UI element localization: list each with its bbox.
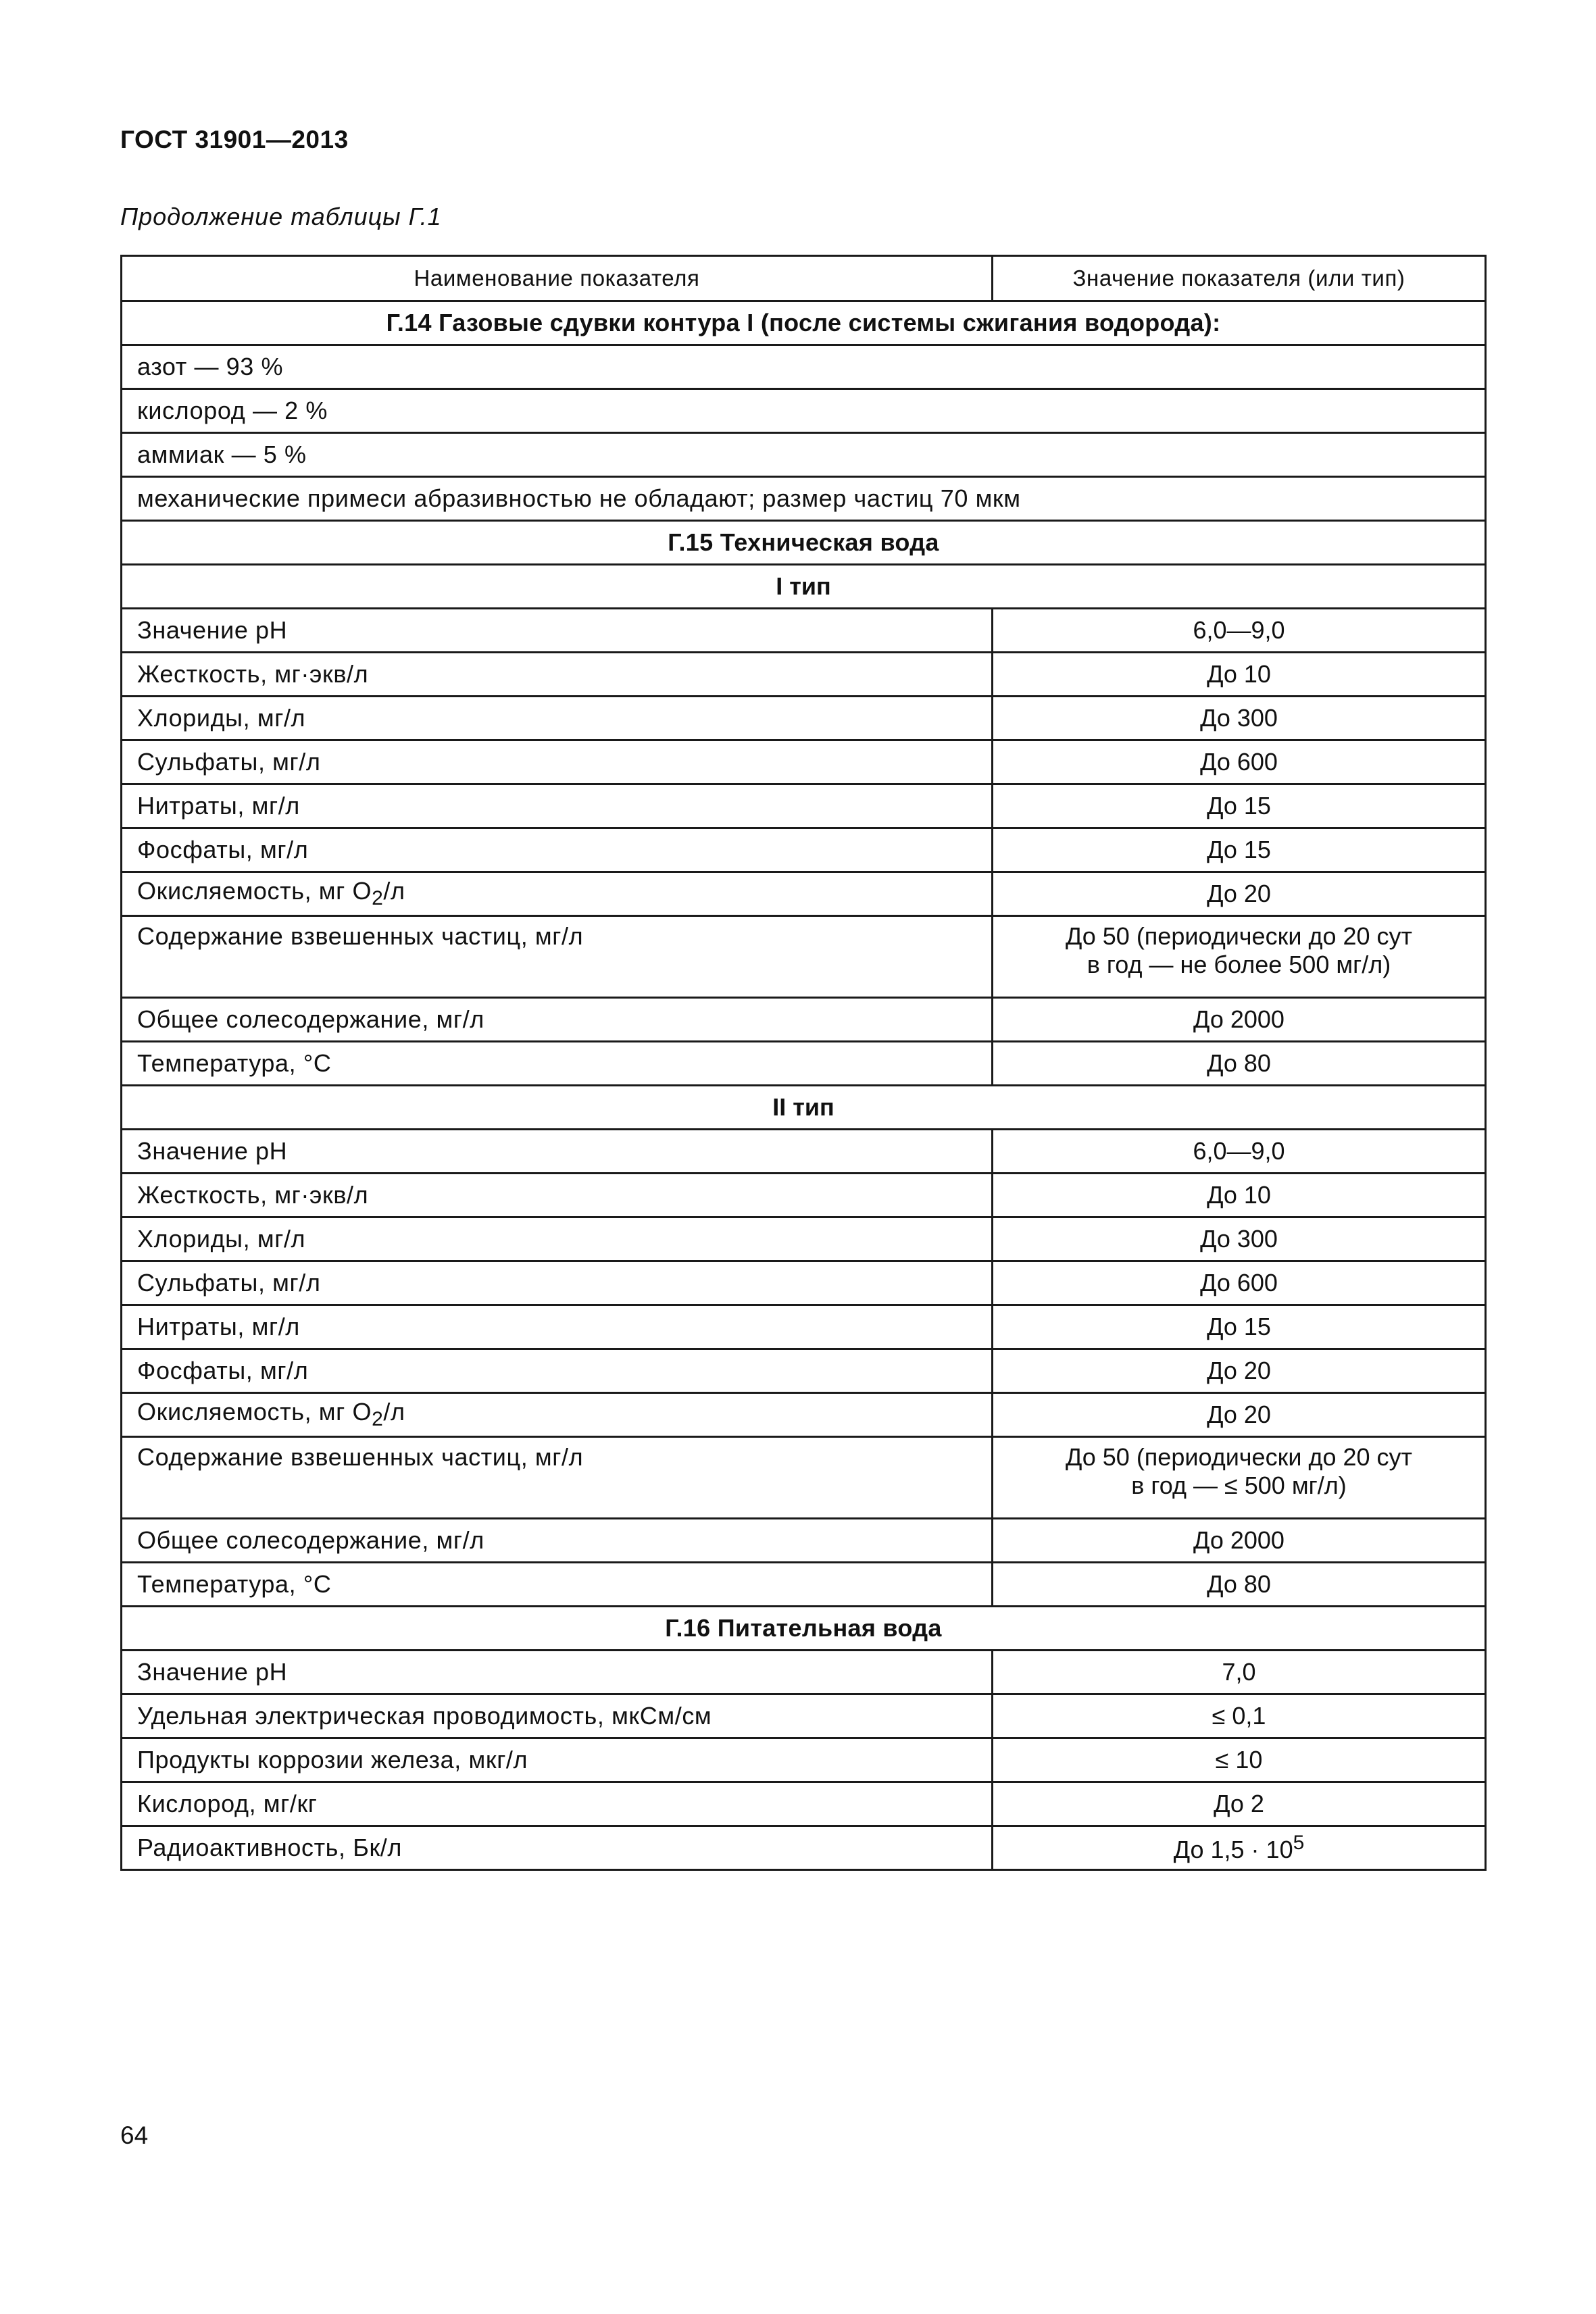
param-name: Жесткость, мг·экв/л xyxy=(122,653,993,697)
param-name: Жесткость, мг·экв/л xyxy=(122,1174,993,1217)
subsection-title-type2: II тип xyxy=(122,1086,1486,1130)
gas-component-nitrogen: азот — 93 % xyxy=(122,345,1486,389)
param-value: До 80 xyxy=(993,1563,1486,1607)
param-value: До 20 xyxy=(993,1349,1486,1393)
table-row xyxy=(122,1261,1486,1305)
table-row xyxy=(122,1217,1486,1261)
param-value-line2: в год — ≤ 500 мг/л) xyxy=(1131,1472,1347,1499)
param-name: Содержание взвешенных частиц, мг/л xyxy=(122,916,993,998)
table-row xyxy=(122,609,1486,653)
section-row-g14 xyxy=(122,301,1486,345)
param-value: До 80 xyxy=(993,1042,1486,1086)
table-row xyxy=(122,1519,1486,1563)
table-row xyxy=(122,1349,1486,1393)
table-row xyxy=(122,653,1486,697)
param-name: Сульфаты, мг/л xyxy=(122,1261,993,1305)
param-name-text: Окисляемость, мг O xyxy=(137,877,372,905)
param-value: ≤ 0,1 xyxy=(993,1694,1486,1738)
param-name: Фосфаты, мг/л xyxy=(122,1349,993,1393)
param-value-line1: До 50 (периодически до 20 сут xyxy=(1065,1443,1413,1471)
section-row-g15 xyxy=(122,521,1486,565)
param-value: До 2000 xyxy=(993,1519,1486,1563)
param-name: Продукты коррозии железа, мкг/л xyxy=(122,1738,993,1782)
param-value: До 2000 xyxy=(993,998,1486,1042)
subsection-title-type1: I тип xyxy=(122,565,1486,609)
param-name-tail: /л xyxy=(383,1398,405,1426)
param-value: До 20 xyxy=(993,1393,1486,1437)
param-value: 6,0—9,0 xyxy=(993,1130,1486,1174)
param-value: До 600 xyxy=(993,740,1486,784)
subsection-row-type1 xyxy=(122,565,1486,609)
param-name xyxy=(122,1393,993,1437)
param-name: Хлориды, мг/л xyxy=(122,1217,993,1261)
param-value: До 10 xyxy=(993,1174,1486,1217)
table-row xyxy=(122,389,1486,433)
table-row xyxy=(122,1042,1486,1086)
param-name-text: Окисляемость, мг O xyxy=(137,1398,372,1426)
param-name: Хлориды, мг/л xyxy=(122,697,993,740)
param-name: Кислород, мг/кг xyxy=(122,1782,993,1826)
param-name: Нитраты, мг/л xyxy=(122,1305,993,1349)
param-name: Значение pH xyxy=(122,1651,993,1694)
page-number: 64 xyxy=(120,2121,149,2149)
section-title-g16: Г.16 Питательная вода xyxy=(122,1607,1486,1651)
section-title-g15: Г.15 Техническая вода xyxy=(122,521,1486,565)
param-value: До 600 xyxy=(993,1261,1486,1305)
table-row xyxy=(122,1826,1486,1870)
param-name: Фосфаты, мг/л xyxy=(122,828,993,872)
param-value: До 300 xyxy=(993,1217,1486,1261)
table-row xyxy=(122,916,1486,998)
table-row xyxy=(122,828,1486,872)
param-name-subscript: 2 xyxy=(372,1408,384,1431)
subsection-row-type2 xyxy=(122,1086,1486,1130)
param-name: Нитраты, мг/л xyxy=(122,784,993,828)
param-name xyxy=(122,872,993,916)
table-row xyxy=(122,1782,1486,1826)
param-name: Значение pH xyxy=(122,1130,993,1174)
param-value xyxy=(993,1437,1486,1519)
param-name: Удельная электрическая проводимость, мкСм/см xyxy=(122,1694,993,1738)
param-value xyxy=(993,1826,1486,1870)
table-row xyxy=(122,1393,1486,1437)
param-name: Значение pH xyxy=(122,609,993,653)
table-row xyxy=(122,1738,1486,1782)
param-value: 7,0 xyxy=(993,1651,1486,1694)
param-value-exponent: 5 xyxy=(1293,1832,1305,1854)
table-row xyxy=(122,872,1486,916)
section-title-g14: Г.14 Газовые сдувки контура I (после системы сжигания водорода): xyxy=(122,301,1486,345)
table-row xyxy=(122,433,1486,477)
param-name: Сульфаты, мг/л xyxy=(122,740,993,784)
table-row xyxy=(122,1130,1486,1174)
param-name: Радиоактивность, Бк/л xyxy=(122,1826,993,1870)
param-value: До 15 xyxy=(993,784,1486,828)
param-value-base: До 1,5 · 10 xyxy=(1173,1836,1293,1863)
param-value-line2: в год — не более 500 мг/л) xyxy=(1087,951,1391,978)
table-row xyxy=(122,1563,1486,1607)
table-row xyxy=(122,1437,1486,1519)
table-row xyxy=(122,477,1486,521)
col-header-name: Наименование показателя xyxy=(122,256,993,301)
table-row xyxy=(122,1305,1486,1349)
param-value: 6,0—9,0 xyxy=(993,609,1486,653)
gas-mechanical-impurities: механические примеси абразивностью не обладают; размер частиц 70 мкм xyxy=(122,477,1486,521)
table-row xyxy=(122,998,1486,1042)
param-name: Общее солесодержание, мг/л xyxy=(122,998,993,1042)
param-name-subscript: 2 xyxy=(372,887,384,910)
gas-component-oxygen: кислород — 2 % xyxy=(122,389,1486,433)
param-value xyxy=(993,916,1486,998)
param-value: До 20 xyxy=(993,872,1486,916)
param-value: До 10 xyxy=(993,653,1486,697)
table-row xyxy=(122,1651,1486,1694)
gas-component-ammonia: аммиак — 5 % xyxy=(122,433,1486,477)
document-title: ГОСТ 31901—2013 xyxy=(120,126,349,153)
table-header-row xyxy=(122,256,1486,301)
parameters-table xyxy=(120,255,1487,1871)
param-value: До 300 xyxy=(993,697,1486,740)
table-row xyxy=(122,1174,1486,1217)
table-row xyxy=(122,1694,1486,1738)
param-value: До 15 xyxy=(993,1305,1486,1349)
param-name: Общее солесодержание, мг/л xyxy=(122,1519,993,1563)
table-row xyxy=(122,784,1486,828)
section-row-g16 xyxy=(122,1607,1486,1651)
col-header-value: Значение показателя (или тип) xyxy=(993,256,1486,301)
param-value: До 15 xyxy=(993,828,1486,872)
table-row xyxy=(122,697,1486,740)
param-name: Температура, °С xyxy=(122,1042,993,1086)
table-row xyxy=(122,345,1486,389)
param-value: ≤ 10 xyxy=(993,1738,1486,1782)
table-continuation-caption: Продолжение таблицы Г.1 xyxy=(120,203,442,230)
param-name: Содержание взвешенных частиц, мг/л xyxy=(122,1437,993,1519)
param-name-tail: /л xyxy=(383,877,405,905)
param-value-line1: До 50 (периодически до 20 сут xyxy=(1065,922,1413,950)
table-row xyxy=(122,740,1486,784)
param-name: Температура, °С xyxy=(122,1563,993,1607)
param-value: До 2 xyxy=(993,1782,1486,1826)
